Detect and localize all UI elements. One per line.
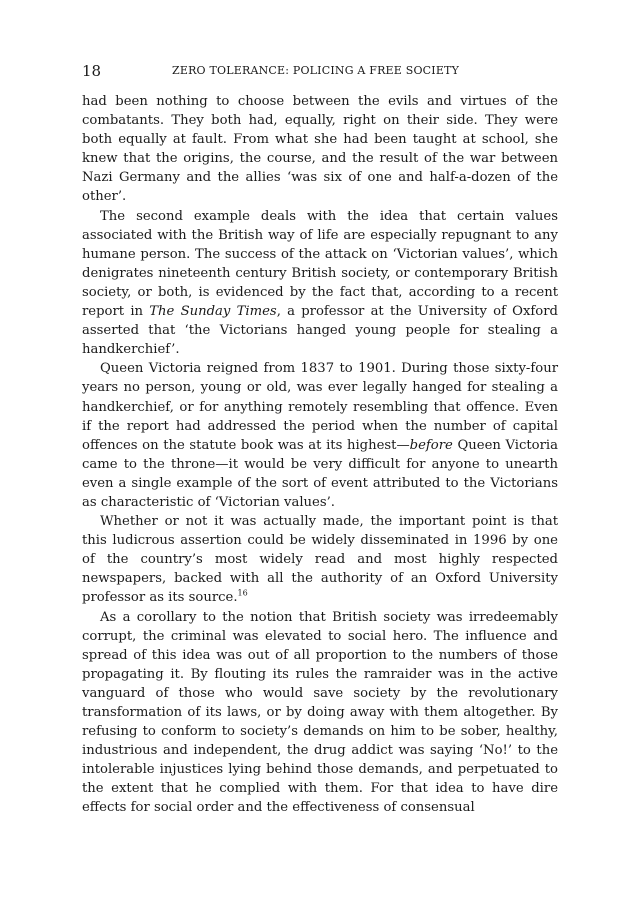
running-head bbox=[82, 62, 558, 84]
italic-title: The Sunday Times bbox=[149, 304, 277, 320]
paragraph-text: As a corollary to the notion that British society was irredeemably corrupt, the criminal was elevated to social hero. The influence and spread of this idea was out of all proportion to the numbers of those propagating it. By flouting its rules the ramraider was in the active vanguard of those who would save society by the revolutionary transformation of its laws, or by doing away with them altogether. By refusing to conform to society’s demands on him to be sober, healthy, industrious and independent, the drug addict was saying ‘No!’ to the intolerable injustices lying behind those demands, and perpetuated to the extent that he complied with them. For that idea to have dire effects for social order and the effectiveness of consensual bbox=[82, 609, 558, 816]
paragraph bbox=[82, 608, 558, 818]
book-page bbox=[82, 62, 558, 818]
paragraph-text: , a professor at the University of Oxford asserted that ‘the Victorians hanged young people for stealing a handkerchief’. bbox=[82, 304, 558, 358]
paragraph bbox=[82, 207, 558, 360]
footnote-marker: 16 bbox=[237, 589, 248, 599]
body-text bbox=[82, 92, 558, 818]
paragraph-text: Whether or not it was actually made, the important point is that this ludicrous assertion could be widely disseminated in 1996 by one of the country’s most widely read and most highly respected newspapers, backed with all the authority of an Oxford University professor as its source. bbox=[82, 514, 558, 606]
paragraph bbox=[82, 512, 558, 607]
paragraph-text: Queen Victoria came to the throne—it would be very difficult for anyone to unearth even a single example of the sort of event attributed to the Victorians as characteristic of ‘Victorian values’. bbox=[82, 437, 558, 510]
paragraph-text: had been nothing to choose between the evils and virtues of the combatants. They both had, equally, right on their side. They were both equally at fault. From what she had been taught at school, she knew that the origins, the course, and the result of the war between Nazi Germany and the allies ‘was six of one and half-a-dozen of the other’. bbox=[82, 94, 558, 205]
paragraph-text: The second example deals with the idea that certain values associated with the British way of life are especially repugnant to any humane person. The success of the attack on ‘Victorian values’, which denigrates nineteenth century British society, or contemporary British society, or both, is evidenced by the fact that, according to a recent report in bbox=[82, 208, 558, 320]
page-number: 18 bbox=[82, 62, 102, 80]
running-title: ZERO TOLERANCE: POLICING A FREE SOCIETY bbox=[172, 64, 460, 77]
paragraph bbox=[82, 92, 558, 207]
italic-emphasis: before bbox=[409, 437, 453, 453]
paragraph-text: Queen Victoria reigned from 1837 to 1901. During those sixty-four years no person, young or old, was ever legally hanged for stealing a handkerchief, or for anything remotely resembling that offence. Even if the report had addressed the period when the number of capital offences on the statute book was at its highest— bbox=[82, 361, 558, 453]
paragraph bbox=[82, 359, 558, 512]
